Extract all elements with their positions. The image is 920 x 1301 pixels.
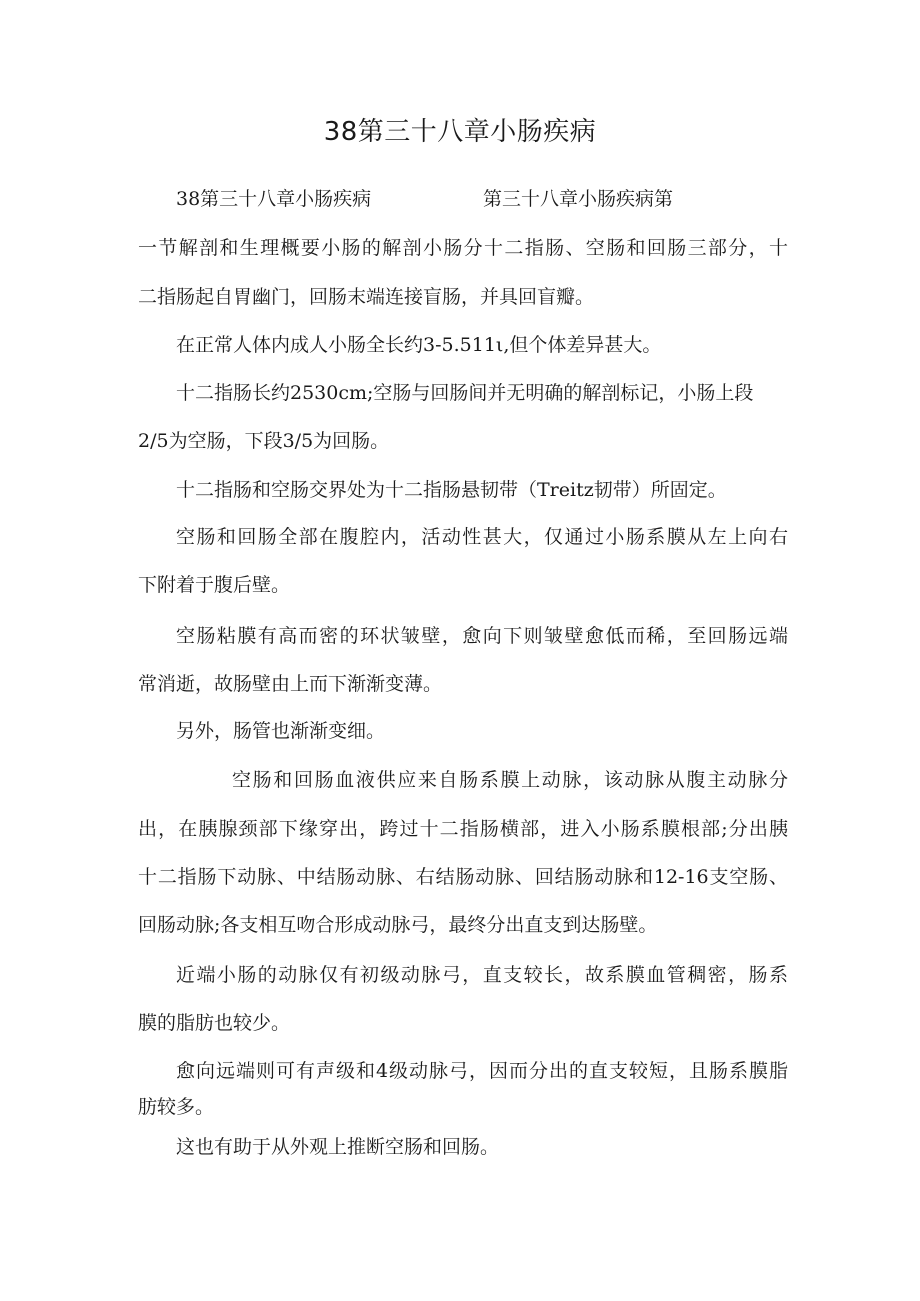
text-line: 二指肠起自胃幽门，回肠末端连接盲肠，并具回盲瓣。: [138, 286, 595, 308]
page-title: 38第三十八章小肠疾病: [323, 117, 597, 147]
header-line-left: 38第三十八章小肠疾病: [176, 188, 372, 210]
text-line: 空肠和回肠血液供应来自肠系膜上动脉，该动脉从腹主动脉分: [232, 769, 788, 791]
text-line: 愈向远端则可有声级和4级动脉弓，因而分出的直支较短，且肠系膜脂: [176, 1060, 788, 1082]
text-line: 肪较多。: [138, 1096, 215, 1118]
text-line: 空肠粘膜有高而密的环状皱壁，愈向下则皱壁愈低而稀，至回肠远端: [176, 625, 788, 647]
text-line: 近端小肠的动脉仅有初级动脉弓，直支较长，故系膜血管稠密，肠系: [176, 964, 788, 986]
text-line: 在正常人体内成人小肠全长约3-5.511ι,但个体差异甚大。: [176, 334, 662, 356]
text-line: 膜的脂肪也较少。: [138, 1012, 291, 1034]
text-line: 常消逝，故肠壁由上而下渐渐变薄。: [138, 673, 443, 695]
text-line: 一节解剖和生理概要小肠的解剖小肠分十二指肠、空肠和回肠三部分，十: [138, 237, 788, 259]
text-line: 十二指肠和空肠交界处为十二指肠悬韧带（Treitz韧带）所固定。: [176, 479, 727, 501]
text-line: 出，在胰腺颈部下缘穿出，跨过十二指肠横部，进入小肠系膜根部;分出胰: [138, 818, 788, 840]
text-line: 另外，肠管也渐渐变细。: [176, 720, 386, 742]
text-line: 回肠动脉;各支相互吻合形成动脉弓，最终分出直支到达肠壁。: [138, 914, 658, 936]
text-line: 十二指肠长约2530cm;空肠与回肠间并无明确的解剖标记，小肠上段: [176, 382, 754, 404]
header-line-right: 第三十八章小肠疾病第: [483, 188, 674, 210]
text-line: 十二指肠下动脉、中结肠动脉、右结肠动脉、回结肠动脉和12-16支空肠、: [138, 866, 788, 888]
text-line: 2/5为空肠，下段3/5为回肠。: [138, 430, 390, 452]
text-line: 这也有助于从外观上推断空肠和回肠。: [176, 1136, 500, 1158]
text-line: 下附着于腹后壁。: [138, 574, 291, 596]
text-line: 空肠和回肠全部在腹腔内，活动性甚大，仅通过小肠系膜从左上向右: [176, 526, 788, 548]
